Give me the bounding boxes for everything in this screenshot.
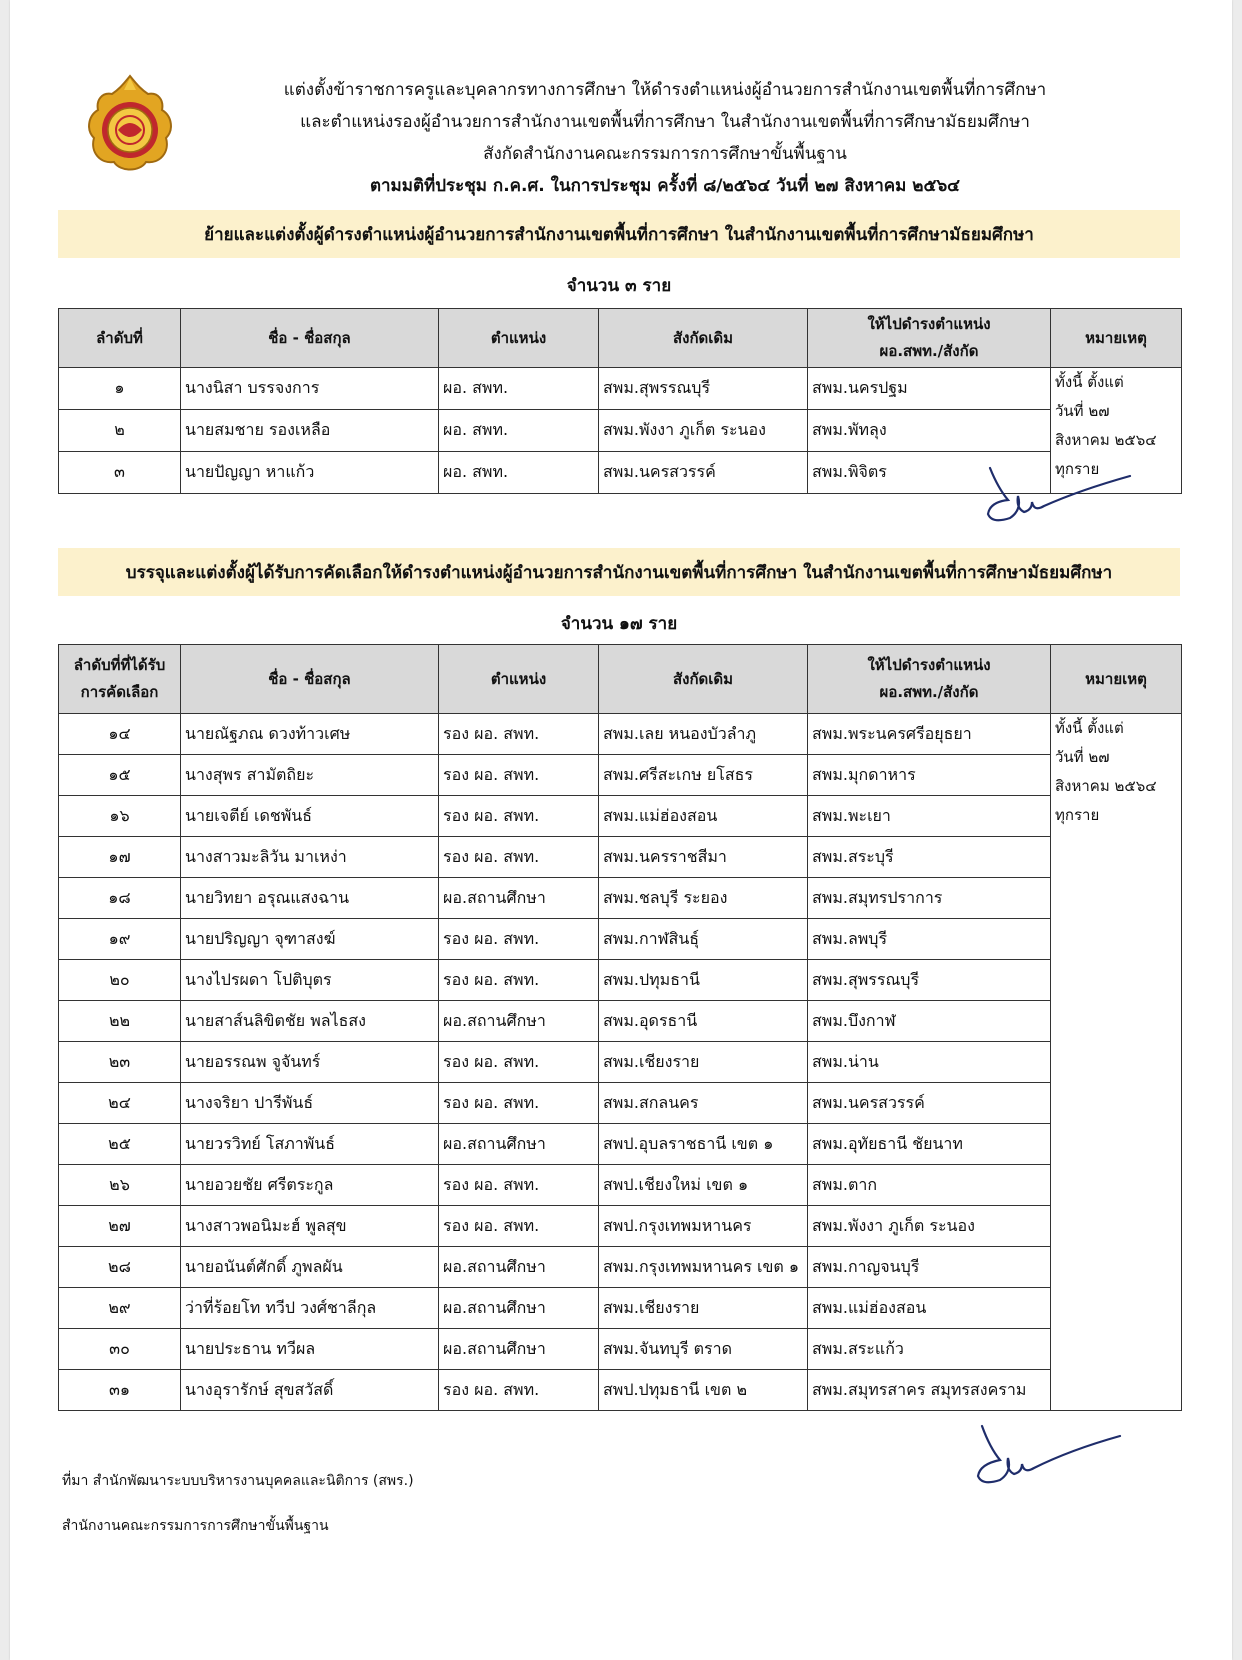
col-header-no: ลำดับที่ xyxy=(59,309,181,368)
header-line-2: และตำแหน่งรองผู้อำนวยการสำนักงานเขตพื้นที่การศึกษา ในสำนักงานเขตพื้นที่การศึกษามัธยมศึกษา xyxy=(300,112,1030,132)
cell-name: นายสมชาย รองเหลือ xyxy=(181,410,439,452)
col-header-no-line2: การคัดเลือก xyxy=(80,683,159,701)
document-page xyxy=(10,0,1232,1660)
table-row xyxy=(59,1206,1182,1247)
cell-no: ๒๒ xyxy=(59,1001,181,1042)
cell-target: สพม.พะเยา xyxy=(808,796,1051,837)
cell-origin: สพม.สุพรรณบุรี xyxy=(599,368,808,410)
cell-name: นายสาส์นลิขิตชัย พลไธสง xyxy=(181,1001,439,1042)
cell-no: ๑๗ xyxy=(59,837,181,878)
table-row xyxy=(59,1001,1182,1042)
cell-name: นางไปรผดา โปติบุตร xyxy=(181,960,439,1001)
col-header-remark: หมายเหตุ xyxy=(1051,645,1182,714)
cell-target: สพม.สุพรรณบุรี xyxy=(808,960,1051,1001)
cell-no: ๒๘ xyxy=(59,1247,181,1288)
section2-title: บรรจุและแต่งตั้งผู้ได้รับการคัดเลือกให้ดำรงตำแหน่งผู้อำนวยการสำนักงานเขตพื้นที่การศึกษา ในสำนักงานเขตพื้นที่การศึกษามัธยมศึกษา xyxy=(58,548,1180,596)
section2-table xyxy=(58,644,1182,1411)
table-row xyxy=(59,796,1182,837)
col-header-no xyxy=(59,645,181,714)
cell-no: ๑ xyxy=(59,368,181,410)
cell-no: ๒๐ xyxy=(59,960,181,1001)
cell-name: นายอนันต์ศักดิ์ ภูพลผัน xyxy=(181,1247,439,1288)
table-row xyxy=(59,919,1182,960)
col-header-no-line1: ลำดับที่ที่ได้รับ xyxy=(73,656,166,674)
cell-origin: สพม.พังงา ภูเก็ต ระนอง xyxy=(599,410,808,452)
remark-line: ทั้งนี้ ตั้งแต่ xyxy=(1055,373,1124,391)
cell-name: นางสาวมะลิวัน มาเหง่า xyxy=(181,837,439,878)
cell-origin: สพม.สกลนคร xyxy=(599,1083,808,1124)
cell-target: สพม.พัทลุง xyxy=(808,410,1051,452)
table-header-row xyxy=(59,645,1182,714)
cell-name: นายอวยชัย ศรีตระกูล xyxy=(181,1165,439,1206)
cell-origin: สพม.เชียงราย xyxy=(599,1288,808,1329)
col-header-target xyxy=(808,645,1051,714)
cell-origin: สพป.เชียงใหม่ เขต ๑ xyxy=(599,1165,808,1206)
cell-target: สพม.มุกดาหาร xyxy=(808,755,1051,796)
cell-position: ผอ.สถานศึกษา xyxy=(439,1124,599,1165)
table-row xyxy=(59,714,1182,755)
cell-origin: สพม.นครราชสีมา xyxy=(599,837,808,878)
cell-target: สพม.สระบุรี xyxy=(808,837,1051,878)
signature-icon xyxy=(970,462,1140,538)
remark-line: ทั้งนี้ ตั้งแต่ xyxy=(1055,719,1124,737)
cell-target: สพม.สมุทรสาคร สมุทรสงคราม xyxy=(808,1370,1051,1411)
table-row xyxy=(59,960,1182,1001)
cell-position: รอง ผอ. สพท. xyxy=(439,714,599,755)
cell-no: ๑๘ xyxy=(59,878,181,919)
cell-no: ๑๙ xyxy=(59,919,181,960)
cell-position: รอง ผอ. สพท. xyxy=(439,1206,599,1247)
header-line-3: สังกัดสำนักงานคณะกรรมการการศึกษาขั้นพื้นฐาน xyxy=(483,144,847,164)
cell-origin: สพม.จันทบุรี ตราด xyxy=(599,1329,808,1370)
cell-name: นายปริญญา จุฑาสงฆ์ xyxy=(181,919,439,960)
cell-name: นางสาวพอนิมะฮ์ พูลสุข xyxy=(181,1206,439,1247)
table-row xyxy=(59,755,1182,796)
cell-no: ๒ xyxy=(59,410,181,452)
col-header-position: ตำแหน่ง xyxy=(439,309,599,368)
cell-target: สพม.ลพบุรี xyxy=(808,919,1051,960)
cell-no: ๒๗ xyxy=(59,1206,181,1247)
col-header-remark: หมายเหตุ xyxy=(1051,309,1182,368)
cell-name: นายเจตีย์ เดชพันธ์ xyxy=(181,796,439,837)
col-header-origin: สังกัดเดิม xyxy=(599,309,808,368)
cell-name: นายวรวิทย์ โสภาพันธ์ xyxy=(181,1124,439,1165)
remark-line: สิงหาคม ๒๕๖๔ xyxy=(1055,777,1157,795)
section1-count: จำนวน ๓ ราย xyxy=(566,276,672,296)
cell-target: สพม.นครสวรรค์ xyxy=(808,1083,1051,1124)
cell-name: นางนิสา บรรจงการ xyxy=(181,368,439,410)
cell-name: ว่าที่ร้อยโท ทวีป วงศ์ชาลีกุล xyxy=(181,1288,439,1329)
table-row xyxy=(59,837,1182,878)
document-header xyxy=(160,74,1170,202)
cell-position: ผอ. สพท. xyxy=(439,368,599,410)
cell-position: ผอ. สพท. xyxy=(439,410,599,452)
table-row xyxy=(59,1370,1182,1411)
cell-position: รอง ผอ. สพท. xyxy=(439,755,599,796)
cell-position: รอง ผอ. สพท. xyxy=(439,1165,599,1206)
cell-name: นางสุพร สามัตถิยะ xyxy=(181,755,439,796)
cell-origin: สพม.อุดรธานี xyxy=(599,1001,808,1042)
cell-origin: สพม.ชลบุรี ระยอง xyxy=(599,878,808,919)
cell-origin: สพป.ปทุมธานี เขต ๒ xyxy=(599,1370,808,1411)
table-row xyxy=(59,368,1182,410)
cell-no: ๒๕ xyxy=(59,1124,181,1165)
cell-no: ๓ xyxy=(59,452,181,494)
cell-target: สพม.ตาก xyxy=(808,1165,1051,1206)
cell-origin: สพม.เลย หนองบัวลำภู xyxy=(599,714,808,755)
section2-count: จำนวน ๑๗ ราย xyxy=(560,614,678,634)
table-row xyxy=(59,1247,1182,1288)
col-header-target-line1: ให้ไปดำรงตำแหน่ง xyxy=(867,656,991,674)
cell-origin: สพป.กรุงเทพมหานคร xyxy=(599,1206,808,1247)
cell-position: รอง ผอ. สพท. xyxy=(439,837,599,878)
cell-position: ผอ. สพท. xyxy=(439,452,599,494)
cell-name: นายอรรณพ จูจันทร์ xyxy=(181,1042,439,1083)
cell-name: นายประธาน ทวีผล xyxy=(181,1329,439,1370)
cell-name: นายวิทยา อรุณแสงฉาน xyxy=(181,878,439,919)
cell-position: รอง ผอ. สพท. xyxy=(439,1083,599,1124)
cell-no: ๑๔ xyxy=(59,714,181,755)
cell-origin: สพป.อุบลราชธานี เขต ๑ xyxy=(599,1124,808,1165)
table-row xyxy=(59,1329,1182,1370)
table-header-row xyxy=(59,309,1182,368)
footer-agency: สำนักงานคณะกรรมการการศึกษาขั้นพื้นฐาน xyxy=(62,1518,329,1534)
col-header-target-line2: ผอ.สพท./สังกัด xyxy=(879,683,979,701)
cell-no: ๒๖ xyxy=(59,1165,181,1206)
cell-position: ผอ.สถานศึกษา xyxy=(439,1247,599,1288)
header-line-4: ตามมติที่ประชุม ก.ค.ศ. ในการประชุม ครั้งที่ ๘/๒๕๖๔ วันที่ ๒๗ สิงหาคม ๒๕๖๔ xyxy=(369,176,961,196)
cell-position: ผอ.สถานศึกษา xyxy=(439,1329,599,1370)
col-header-name: ชื่อ - ชื่อสกุล xyxy=(181,309,439,368)
cell-target: สพม.พระนครศรีอยุธยา xyxy=(808,714,1051,755)
cell-position: ผอ.สถานศึกษา xyxy=(439,878,599,919)
cell-name: นางจริยา ปารีพันธ์ xyxy=(181,1083,439,1124)
cell-target: สพม.อุทัยธานี ชัยนาท xyxy=(808,1124,1051,1165)
table-row xyxy=(59,1124,1182,1165)
cell-target: สพม.กาญจนบุรี xyxy=(808,1247,1051,1288)
cell-target: สพม.น่าน xyxy=(808,1042,1051,1083)
cell-position: ผอ.สถานศึกษา xyxy=(439,1288,599,1329)
cell-position: รอง ผอ. สพท. xyxy=(439,960,599,1001)
remark-line: วันที่ ๒๗ xyxy=(1055,748,1110,766)
col-header-target-line2: ผอ.สพท./สังกัด xyxy=(879,342,979,360)
cell-position: รอง ผอ. สพท. xyxy=(439,1042,599,1083)
col-header-target xyxy=(808,309,1051,368)
signature-icon xyxy=(960,1420,1130,1500)
cell-no: ๑๕ xyxy=(59,755,181,796)
remark-line: ทุกราย xyxy=(1055,806,1100,824)
header-line-1: แต่งตั้งข้าราชการครูและบุคลากรทางการศึกษา ให้ดำรงตำแหน่งผู้อำนวยการสำนักงานเขตพื้นที่การศึกษา xyxy=(283,80,1047,100)
cell-target: สพม.พังงา ภูเก็ต ระนอง xyxy=(808,1206,1051,1247)
cell-no: ๒๔ xyxy=(59,1083,181,1124)
table-row xyxy=(59,1288,1182,1329)
cell-origin: สพม.แม่ฮ่องสอน xyxy=(599,796,808,837)
cell-no: ๓๑ xyxy=(59,1370,181,1411)
cell-target: สพม.บึงกาฬ xyxy=(808,1001,1051,1042)
footer-source: ที่มา สำนักพัฒนาระบบบริหารงานบุคคลและนิติการ (สพร.) xyxy=(62,1473,414,1489)
cell-name: นายปัญญา หาแก้ว xyxy=(181,452,439,494)
table-row xyxy=(59,1042,1182,1083)
cell-origin: สพม.ศรีสะเกษ ยโสธร xyxy=(599,755,808,796)
remark-line: สิงหาคม ๒๕๖๔ xyxy=(1055,431,1157,449)
cell-target: สพม.นครปฐม xyxy=(808,368,1051,410)
table-row xyxy=(59,410,1182,452)
cell-no: ๑๖ xyxy=(59,796,181,837)
cell-remark xyxy=(1051,714,1182,1411)
cell-origin: สพม.นครสวรรค์ xyxy=(599,452,808,494)
cell-position: รอง ผอ. สพท. xyxy=(439,796,599,837)
cell-target: สพม.สมุทรปราการ xyxy=(808,878,1051,919)
cell-no: ๒๓ xyxy=(59,1042,181,1083)
cell-no: ๓๐ xyxy=(59,1329,181,1370)
col-header-position: ตำแหน่ง xyxy=(439,645,599,714)
col-header-origin: สังกัดเดิม xyxy=(599,645,808,714)
cell-name: นายณัฐภณ ดวงท้าวเศษ xyxy=(181,714,439,755)
table-row xyxy=(59,1165,1182,1206)
cell-name: นางอุรารักษ์ สุขสวัสดิ์ xyxy=(181,1370,439,1411)
cell-target: สพม.แม่ฮ่องสอน xyxy=(808,1288,1051,1329)
cell-origin: สพม.กาฬสินธุ์ xyxy=(599,919,808,960)
cell-target: สพม.สระแก้ว xyxy=(808,1329,1051,1370)
cell-no: ๒๙ xyxy=(59,1288,181,1329)
cell-target: สพม.พิจิตร xyxy=(808,452,1051,494)
section1-title: ย้ายและแต่งตั้งผู้ดำรงตำแหน่งผู้อำนวยการสำนักงานเขตพื้นที่การศึกษา ในสำนักงานเขตพื้นที่การศึกษามัธยมศึกษา xyxy=(58,210,1180,258)
cell-origin: สพม.ปทุมธานี xyxy=(599,960,808,1001)
cell-position: รอง ผอ. สพท. xyxy=(439,1370,599,1411)
remark-line: ทุกราย xyxy=(1055,460,1100,478)
cell-position: ผอ.สถานศึกษา xyxy=(439,1001,599,1042)
cell-origin: สพม.เชียงราย xyxy=(599,1042,808,1083)
cell-position: รอง ผอ. สพท. xyxy=(439,919,599,960)
table-row xyxy=(59,1083,1182,1124)
col-header-target-line1: ให้ไปดำรงตำแหน่ง xyxy=(867,315,991,333)
remark-line: วันที่ ๒๗ xyxy=(1055,402,1110,420)
col-header-name: ชื่อ - ชื่อสกุล xyxy=(181,645,439,714)
cell-origin: สพม.กรุงเทพมหานคร เขต ๑ xyxy=(599,1247,808,1288)
table-row xyxy=(59,878,1182,919)
